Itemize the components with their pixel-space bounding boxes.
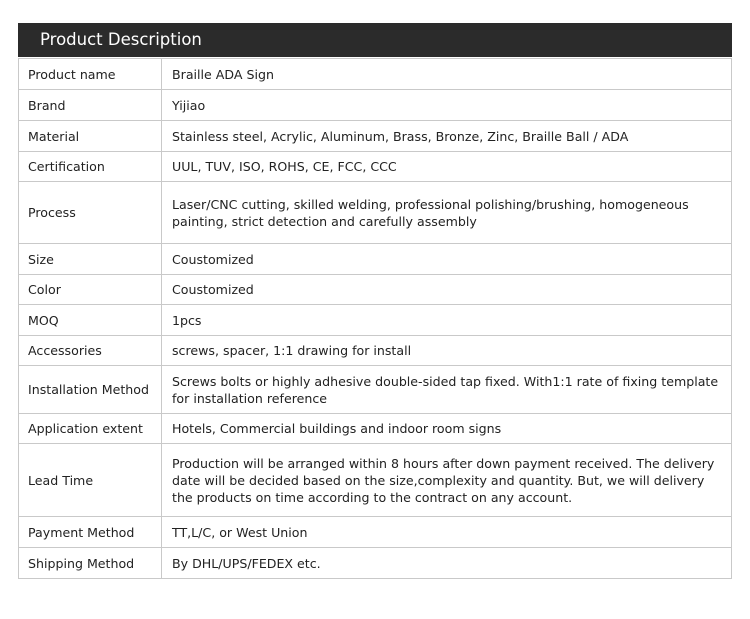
row-value: Laser/CNC cutting, skilled welding, professional polishing/brushing, homogeneous painting, strict detection and carefully assembly	[162, 182, 732, 244]
table-row	[19, 152, 732, 182]
table-row	[19, 366, 732, 414]
table-row	[19, 336, 732, 366]
table-row	[19, 414, 732, 444]
row-value: By DHL/UPS/FEDEX etc.	[162, 548, 732, 579]
row-label: Material	[19, 121, 162, 152]
row-value: Production will be arranged within 8 hours after down payment received. The delivery date will be decided based on the size,complexity and quantity. But, we will delivery the products on time according to the contract on any account.	[162, 444, 732, 517]
product-spec-table	[18, 58, 732, 579]
row-label: Color	[19, 275, 162, 305]
row-value: Stainless steel, Acrylic, Aluminum, Brass, Bronze, Zinc, Braille Ball / ADA	[162, 121, 732, 152]
row-label: Lead Time	[19, 444, 162, 517]
table-row	[19, 90, 732, 121]
row-label: MOQ	[19, 305, 162, 336]
row-label: Payment Method	[19, 517, 162, 548]
row-value: Screws bolts or highly adhesive double-sided tap fixed. With1:1 rate of fixing template for installation reference	[162, 366, 732, 414]
row-label: Application extent	[19, 414, 162, 444]
table-row	[19, 244, 732, 275]
row-value: Yijiao	[162, 90, 732, 121]
table-row	[19, 444, 732, 517]
row-value: Coustomized	[162, 244, 732, 275]
row-label: Process	[19, 182, 162, 244]
row-value: Hotels, Commercial buildings and indoor room signs	[162, 414, 732, 444]
row-label: Accessories	[19, 336, 162, 366]
table-row	[19, 548, 732, 579]
table-row	[19, 305, 732, 336]
table-row	[19, 517, 732, 548]
row-label: Installation Method	[19, 366, 162, 414]
section-header	[18, 23, 732, 57]
row-value: TT,L/C, or West Union	[162, 517, 732, 548]
row-value: Braille ADA Sign	[162, 59, 732, 90]
row-value: Coustomized	[162, 275, 732, 305]
row-value: 1pcs	[162, 305, 732, 336]
row-value: screws, spacer, 1:1 drawing for install	[162, 336, 732, 366]
table-row	[19, 121, 732, 152]
table-row	[19, 182, 732, 244]
row-label: Product name	[19, 59, 162, 90]
table-row	[19, 59, 732, 90]
table-row	[19, 275, 732, 305]
section-title: Product Description	[40, 30, 202, 49]
row-label: Certification	[19, 152, 162, 182]
row-label: Size	[19, 244, 162, 275]
row-value: UUL, TUV, ISO, ROHS, CE, FCC, CCC	[162, 152, 732, 182]
row-label: Shipping Method	[19, 548, 162, 579]
row-label: Brand	[19, 90, 162, 121]
